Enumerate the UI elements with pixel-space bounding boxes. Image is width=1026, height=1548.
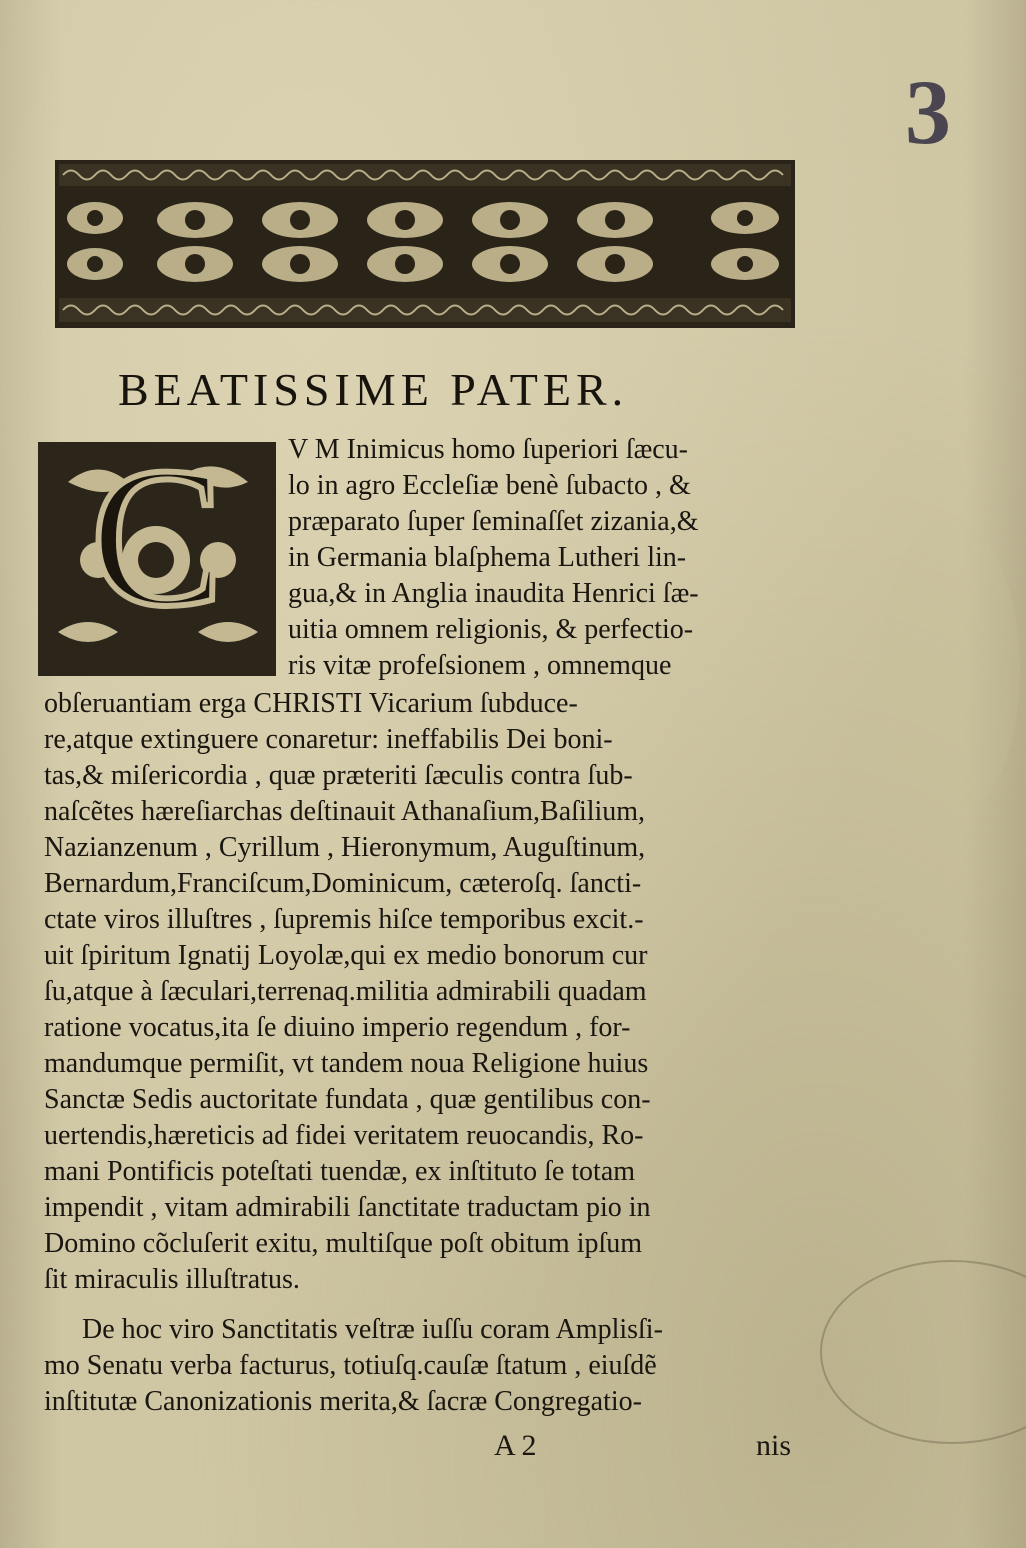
text-line: tas,& miſericordia , quæ præteriti ſæculis contra ſub- xyxy=(44,760,633,791)
text-line: mani Pontificis poteſtati tuendæ, ex inſtituto ſe totam xyxy=(44,1156,636,1187)
text-line: gua,& in Anglia inaudita Henrici ſæ- xyxy=(288,578,699,609)
paper-stain xyxy=(880,520,1020,820)
text-line: uitia omnem religionis, & perfectio- xyxy=(288,614,694,645)
text-line: in Germania blaſphema Lutheri lin- xyxy=(288,542,687,573)
text-line: re,atque extinguere conaretur: ineffabilis Dei boni- xyxy=(44,724,613,755)
page-title: BEATISSIME PATER. xyxy=(118,364,629,415)
drop-cap-letter: C xyxy=(90,442,224,648)
text-line: obſeruantiam erga CHRISTI Vicarium ſubduce- xyxy=(44,688,578,719)
signature-mark: A 2 xyxy=(494,1429,537,1462)
text-line: mandumque permiſit, vt tandem noua Religione huius xyxy=(44,1048,649,1079)
paragraph-line: De hoc viro Sanctitatis veſtræ iuſſu coram Amplisſi- xyxy=(82,1314,663,1345)
paragraph-line: inſtitutæ Canonizationis merita,& ſacræ Congregatio- xyxy=(44,1386,642,1417)
text-line: ſit miraculis illuſtratus. xyxy=(44,1264,300,1295)
text-line: præparato ſuper ſeminaſſet zizania,& xyxy=(288,506,699,537)
text-line: ctate viros illuſtres , ſupremis hiſce temporibus excit.- xyxy=(44,904,644,935)
catchword: nis xyxy=(756,1429,792,1462)
text-line: Sanctæ Sedis auctoritate fundata , quæ gentilibus con- xyxy=(44,1084,651,1115)
folio-number: 3 xyxy=(905,61,951,163)
text-line: V M Inimicus homo ſuperiori ſæcu- xyxy=(288,434,688,465)
text-line: Domino cõcluſerit exitu, multiſque poſt obitum ipſum xyxy=(44,1228,643,1259)
paragraph-line: mo Senatu verba facturus, totiuſq.cauſæ ſtatum , eiuſdẽ xyxy=(44,1350,657,1381)
text-line: ris vitæ profeſsionem , omnemque xyxy=(288,650,672,681)
text-line: ſu,atque à ſæculari,terrenaq.militia admirabili quadam xyxy=(44,976,647,1007)
decorated-initial xyxy=(38,442,276,676)
text-line: Nazianzenum , Cyrillum , Hieronymum, Auguſtinum, xyxy=(44,832,646,863)
text-line: naſcẽtes hæreſiarchas deſtinauit Athanaſium,Baſilium, xyxy=(44,796,646,827)
text-line: lo in agro Eccleſiæ benè ſubacto , & xyxy=(288,470,691,501)
text-line: uertendis,hæreticis ad fidei veritatem reuocandis, Ro- xyxy=(44,1120,644,1151)
text-line: impendit , vitam admirabili ſanctitate traductam pio in xyxy=(44,1192,651,1223)
text-line: Bernardum,Franciſcum,Dominicum, cæteroſq. ſancti- xyxy=(44,868,642,899)
paper-stain xyxy=(820,1260,1026,1444)
text-line: uit ſpiritum Ignatij Loyolæ,qui ex medio bonorum cur xyxy=(44,940,648,971)
headpiece-ornament xyxy=(55,160,795,328)
text-line: ratione vocatus,ita ſe diuino imperio regendum , for- xyxy=(44,1012,631,1043)
